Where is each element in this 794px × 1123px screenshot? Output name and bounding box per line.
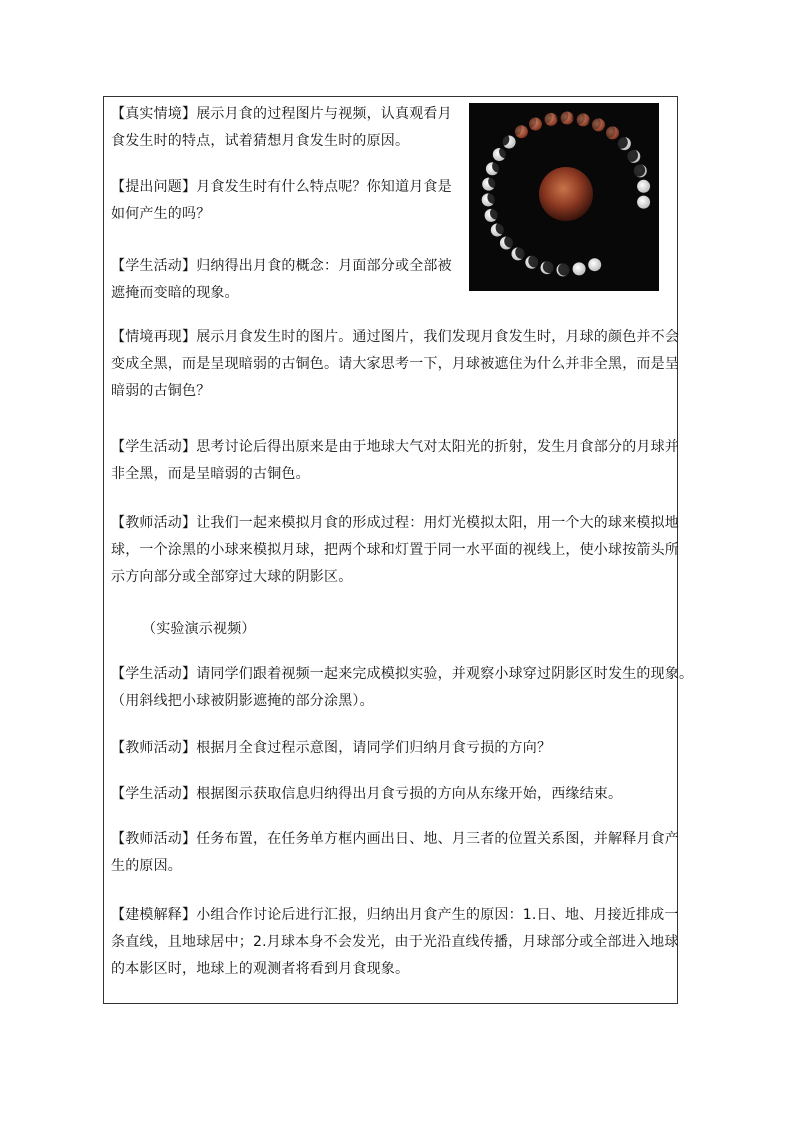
paragraph-line: 归纳得出月食的概念：月面部分或全部被 [196,258,452,274]
paragraph-line: 展示月食发生时的图片。通过图片，我们发现月食发生时，月球的颜色并不会 [196,329,680,345]
moon-phase-dot [588,258,601,271]
paragraph-question [111,174,452,228]
moon-shadow [488,175,501,188]
moon-shadow [555,109,568,122]
paragraph-line: 根据图示获取信息归纳得出月食亏损的方向从东缘开始，西缘结束。 [196,786,623,802]
paragraph-scenario-replay [111,324,679,405]
section-tag: 【情境再现】 [111,329,197,345]
paragraph-real-scenario [111,101,452,155]
paragraph-modeling-explanation [111,902,679,983]
moon-shadow [492,160,505,173]
section-tag: 【教师活动】 [111,740,197,756]
paragraph-line: 月食发生时有什么特点呢？你知道月食是 [196,179,452,195]
paragraph-student-activity [111,253,452,307]
moon-shadow [572,111,585,124]
paragraph-line: 让我们一起来模拟月食的形成过程：用灯光模拟太阳，用一个大的球来模拟地 [196,515,680,531]
moon-shadow [539,111,552,124]
moon-shadow [528,255,541,268]
lesson-table-cell [103,96,694,1004]
paragraph-line: 思考讨论后得出原来是由于地球大气对太阳光的折射，发生月食部分的月球并 [196,439,680,455]
paragraph-line: 生的原因。 [111,858,182,874]
section-tag: 【学生活动】 [111,786,197,802]
paragraph-line: 如何产生的吗？ [111,206,211,222]
moon-shadow [504,235,517,248]
paragraph-line: 食发生时的特点，试着猜想月食发生时的原因。 [111,133,410,149]
section-tag: 【教师活动】 [111,831,197,847]
paragraph-student-activity [111,434,679,488]
moon-shadow [558,263,571,276]
paragraph-experiment-video [142,616,256,643]
moon-shadow [515,246,528,259]
paragraph-line: 的本影区时，地球上的观测者将看到月食现象。 [111,961,410,977]
moon-shadow [625,149,638,162]
paragraph-line: 小组合作讨论后进行汇报，归纳出月食产生的原因：1.日、地、月接近排成一 [196,907,679,923]
paragraph-line: 变成全黑，而是呈现暗弱的古铜色。请大家思考一下，月球被遮住为什么并非全黑，而是呈 [111,356,679,372]
paragraph-teacher-activity [111,735,551,762]
paragraph-student-activity [111,781,622,808]
moon-shadow [496,133,509,146]
section-tag: 【建模解释】 [111,907,197,923]
section-tag: 【真实情境】 [111,106,197,122]
moon-shadow [523,115,536,128]
paragraph-line: 遮掩而变暗的现象。 [111,285,239,301]
total-eclipse-moon [539,167,593,221]
moon-phase-dot [573,262,586,275]
section-tag: 【教师活动】 [111,515,197,531]
moon-shadow [543,260,556,273]
paragraph-student-activity [111,661,693,715]
moon-shadow [588,117,601,130]
moon-shadow [615,136,628,149]
paragraph-teacher-activity [111,510,679,591]
moon-phase-dot [637,196,650,209]
lunar-eclipse-photo [469,103,659,291]
moon-shadow [632,164,645,177]
paragraph-line: 球，一个涂黑的小球来模拟月球，把两个球和灯置于同一水平面的视线上，使小球按箭头所 [111,542,679,558]
paragraph-line: 请同学们跟着视频一起来完成模拟实验，并观察小球穿过阴影区时发生的现象。 [196,666,694,682]
section-tag: 【学生活动】 [111,258,197,274]
moon-shadow [496,221,509,234]
section-tag: 【提出问题】 [111,179,197,195]
moon-shadow [490,207,503,220]
moon-shadow [602,125,615,138]
paragraph-line: 根据月全食过程示意图，请同学们归纳月食亏损的方向？ [196,740,552,756]
paragraph-line: 展示月食的过程图片与视频，认真观看月 [196,106,452,122]
paragraph-line: 任务布置，在任务单方框内画出日、地、月三者的位置关系图，并解释月食产 [196,831,680,847]
section-tag: 【学生活动】 [111,439,197,455]
paragraph-line: 暗弱的古铜色？ [111,383,211,399]
moon-shadow [487,191,500,204]
paragraph-line: 示方向部分或全部穿过大球的阴影区。 [111,569,353,585]
paragraph-line: （用斜线把小球被阴影遮掩的部分涂黑）。 [111,693,374,709]
paragraph-line: 非全黑，而是呈暗弱的古铜色。 [111,466,310,482]
paragraph-line: 条直线，且地球居中；2.月球本身不会发光，由于光沿直线传播，月球部分或全部进入地球 [111,934,679,950]
moon-phase-dot [637,180,650,193]
paragraph-line: （实验演示视频） [142,621,256,637]
lunar-eclipse-sequence-icon [469,103,659,291]
moon-shadow [509,123,522,136]
paragraph-teacher-activity [111,826,679,880]
section-tag: 【学生活动】 [111,666,197,682]
